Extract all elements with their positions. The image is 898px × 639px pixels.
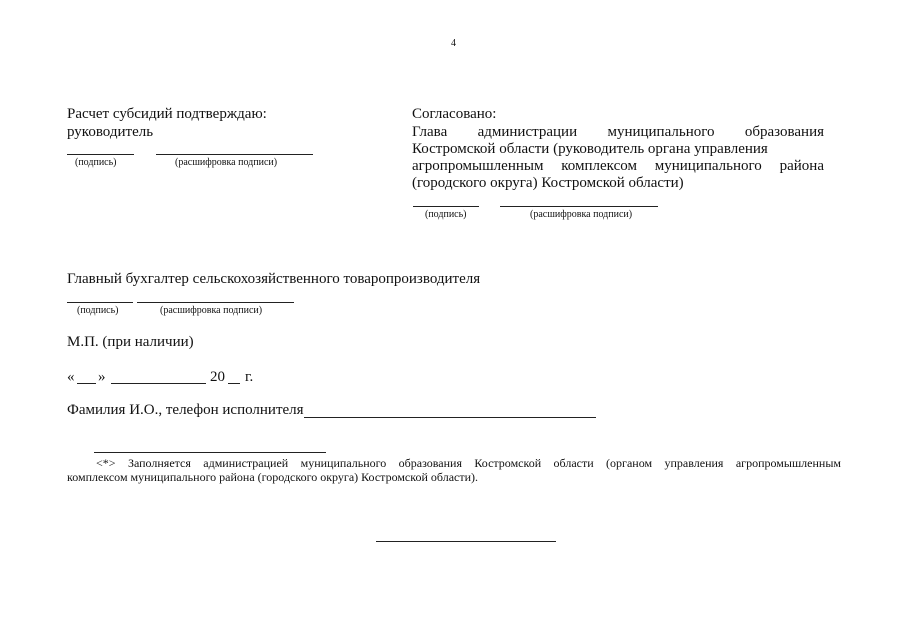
accountant-title: Главный бухгалтер сельскохозяйственного товаропроизводителя bbox=[67, 271, 481, 287]
left-signature-label: (подпись) bbox=[75, 157, 117, 168]
accountant-decode-line bbox=[137, 302, 294, 303]
right-signature-label: (подпись) bbox=[425, 209, 467, 220]
accountant-decode-label: (расшифровка подписи) bbox=[160, 305, 263, 316]
right-approval-line-3: агропромышленным комплексом муниципального района bbox=[412, 158, 824, 174]
left-signature-line bbox=[67, 154, 134, 155]
date-year-suffix: г. bbox=[245, 369, 254, 385]
left-decode-line bbox=[156, 154, 313, 155]
executor-label: Фамилия И.О., телефон исполнителя bbox=[67, 402, 304, 418]
left-decode-label: (расшифровка подписи) bbox=[175, 157, 278, 168]
right-approval-line-2: Костромской области (руководитель органа управления bbox=[412, 141, 768, 157]
right-decode-line bbox=[500, 206, 658, 207]
date-year-blank bbox=[228, 383, 240, 384]
footnote-separator bbox=[94, 452, 326, 453]
right-approval-line-1: Глава администрации муниципального образования bbox=[412, 124, 824, 140]
accountant-signature-line bbox=[67, 302, 133, 303]
executor-blank-line bbox=[304, 417, 596, 418]
date-year-prefix: 20 bbox=[210, 369, 225, 385]
bottom-separator bbox=[376, 541, 556, 542]
date-day-blank bbox=[77, 383, 96, 384]
date-close-quote: » bbox=[98, 369, 106, 385]
accountant-signature-label: (подпись) bbox=[77, 305, 119, 316]
right-decode-label: (расшифровка подписи) bbox=[530, 209, 633, 220]
left-approval-role: руководитель bbox=[67, 124, 154, 140]
right-approval-line-4: (городского округа) Костромской области) bbox=[412, 175, 684, 191]
page-number: 4 bbox=[451, 38, 456, 49]
stamp-note: М.П. (при наличии) bbox=[67, 334, 194, 350]
date-open-quote: « bbox=[67, 369, 75, 385]
footnote-line-2: комплексом муниципального района (городского округа) Костромской области). bbox=[67, 470, 479, 484]
date-line bbox=[67, 369, 267, 387]
date-month-blank bbox=[111, 383, 206, 384]
left-approval-title: Расчет субсидий подтверждаю: bbox=[67, 106, 267, 122]
footnote-line-1: <*> Заполняется администрацией муниципального образования Костромской области (органом управления агропромышленным bbox=[96, 456, 841, 470]
right-approval-title: Согласовано: bbox=[412, 106, 497, 122]
right-signature-line bbox=[413, 206, 479, 207]
